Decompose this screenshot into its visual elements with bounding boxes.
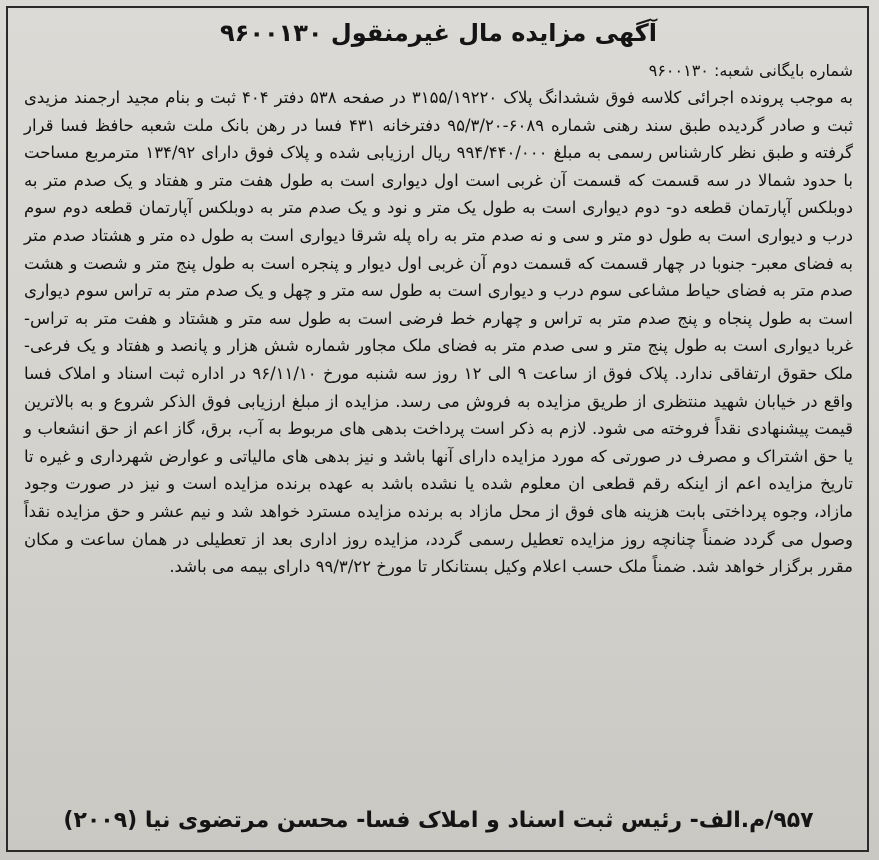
archive-number: شماره بایگانی شعبه: ۹۶۰۰۱۳۰	[648, 61, 853, 80]
notice-signature: ۹۵۷/م.الف- رئیس ثبت اسناد و املاک فسا- محسن مرتضوی نیا (۲۰۰۹)	[63, 808, 814, 833]
auction-notice	[12, 10, 865, 850]
notice-title: آگهی مزایده مال غیرمنقول ۹۶۰۰۱۳۰	[220, 19, 657, 47]
notice-body: به موجب پرونده اجرائی کلاسه فوق ششدانگ پلاک ۳۱۵۵/۱۹۲۲۰ در صفحه ۵۳۸ دفتر ۴۰۴ ثبت و بنام مجید ارجمند مزیدی ثبت و صادر گردیده طبق سند رهنی شماره ۶۰۸۹-۹۵/۳/۲۰ دفترخانه ۴۳۱ فسا در رهن بانک ملت شعبه حافظ فسا قرار گرفته و طبق نظر کارشناس رسمی به مبلغ ۹۹۴/۴۴۰/۰۰۰ ریال ارزیابی شده و پلاک فوق دارای ۱۳۴/۹۲ مترمربع مساحت با حدود شمالا در سه قسمت که قسمت آن غربی است اول دیواری است به طول هفت متر و هفتاد و یک صدم متر به دوبلکس آپارتمان قطعه دو- دوم دیواری است به طول یک متر و نود و یک صدم متر به دوبلکس آپارتمان قطعه دوم سوم درب و دیواری است به طول دو متر و سی و نه صدم متر به راه پله شرقا دیواری است به طول ده متر و هشتاد صدم متر به فضای معبر- جنوبا در چهار قسمت که قسمت دوم آن غربی اول دیوار و پنجره است به طول پنج متر و شصت و هشت صدم متر به فضای حیاط مشاعی سوم درب و دیواری است به طول سه متر و چهل و یک صدم متر به تراس سوم دیواری است به طول پنجاه و پنج صدم متر به تراس و چهارم خط فرضی است به طول سه متر و هشتاد و هفت متر به تراس- غربا دیواری است به طول پنج متر و سی صدم متر به فضای ملک مجاور شماره شش هزار و پانصد و هفتاد و یک فرعی- ملک حقوق ارتفاقی ندارد. پلاک فوق از ساعت ۹ الی ۱۲ روز سه شنبه مورخ ۹۶/۱۱/۱۰ در اداره ثبت اسناد و املاک فسا واقع در خیابان شهید منتظری از طریق مزایده به فروش می رسد. مزایده از مبلغ ارزیابی فوق الذکر شروع و به بالاترین قیمت پیشنهادی نقداً فروخته می شود. لازم به ذکر است پرداخت بدهی های مربوط به آب، برق، گاز اعم از حق انشعاب و یا حق اشتراک و مصرف در صورتی که مورد مزایده دارای آنها باشد و نیز بدهی های مالیاتی و عوارض شهرداری و غیره تا تاریخ مزایده اعم از اینکه رقم قطعی ان معلوم شده یا نشده باشد به عهده برنده مزایده است و نیز در صورت وجود مازاد، وجوه پرداختی بابت هزینه های فوق از محل مازاد به برنده مزایده مسترد خواهد شد و نیم عشر و حق مزایده نقداً وصول می گردد ضمناً چنانچه روز مزایده تعطیل رسمی گردد، مزایده روز اداری بعد از تعطیلی در همان ساعت و مکان مقرر برگزار خواهد شد. ضمناً ملک حسب اعلام وکیل بستانکار تا مورخ ۹۹/۳/۲۲ دارای بیمه می باشد.	[24, 88, 854, 577]
